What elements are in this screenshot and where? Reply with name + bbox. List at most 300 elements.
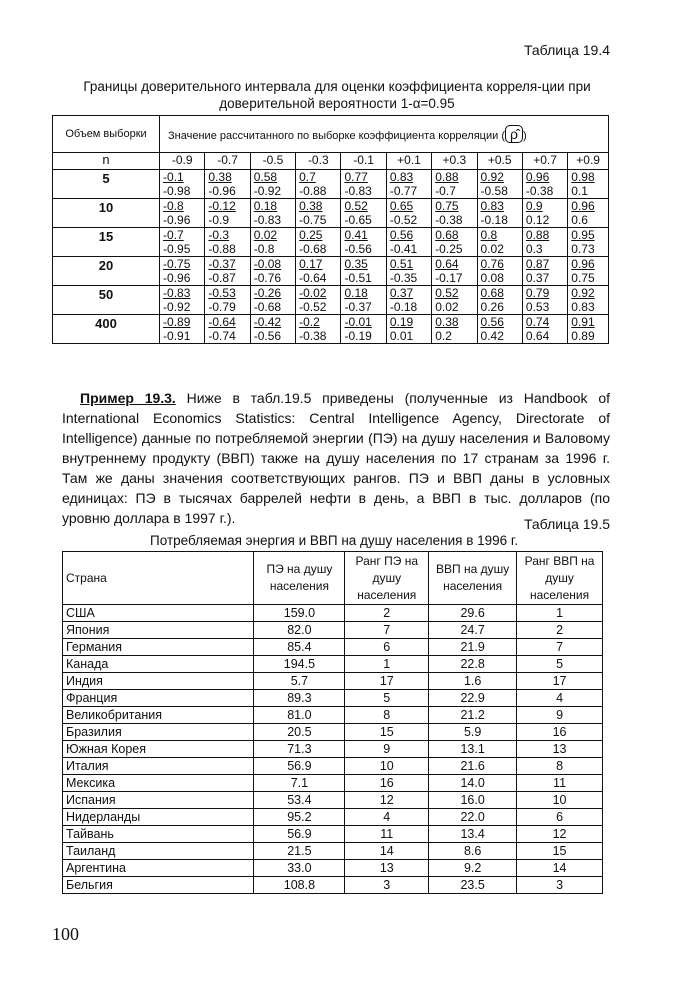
upper-bound: 0.25 [299,228,323,242]
upper-bound: 0.92 [571,286,595,300]
upper-bound: -0.53 [208,286,236,300]
interval-cell [568,199,609,228]
interval-cell [568,228,609,257]
lower-bound: -0.74 [208,329,236,343]
upper-bound: -0.08 [253,257,282,271]
example-text: Ниже в табл.19.5 приведены (полученные из Handbook of International Economics Statistics: Central Intelligence Agency, Directorate of Intelligence) данные по потребляемой энергии (ПЭ) на душу населения и Валовому внутреннему продукту (ВВП) также на душу населения по 17 странам за 1996 г. Там же даны значения соответствующих рангов. ПЭ и ВВП даны в условных единицах: ПЭ в тысячах баррелей нефти в день, а ВВП в тыс. долларов (по уровню доллара в 1997 г.). [62,390,610,526]
table-row [63,673,603,690]
country-cell: США [63,605,254,622]
upper-bound: 0.87 [525,257,550,271]
interval-cell [341,228,386,257]
lower-bound: 0.01 [389,329,414,343]
lower-bound: -0.77 [389,184,418,198]
gdp-cell: 22.0 [429,809,517,826]
interval-cell [341,199,386,228]
interval-cell [522,257,567,286]
example-paragraph [62,388,610,528]
lower-bound: 0.1 [571,184,588,198]
interval-cell [522,228,567,257]
pe-rank-cell: 3 [345,877,429,894]
country-cell: Нидерланды [63,809,254,826]
country-cell: Франция [63,690,254,707]
upper-bound: 0.35 [344,257,368,271]
interval-cell [477,286,522,315]
upper-bound: 0.76 [480,257,504,271]
country-cell: Бельгия [63,877,254,894]
interval-cell [296,315,341,344]
interval-cell [205,286,250,315]
interval-cell [160,170,205,199]
pe-cell: 194.5 [254,656,345,673]
upper-bound: 0.56 [389,228,414,242]
upper-bound: 0.18 [253,199,278,213]
upper-bound: -0.12 [208,199,236,213]
lower-bound: -0.64 [299,271,327,285]
upper-bound: 0.9 [525,199,543,213]
sample-size-cell: 15 [53,228,160,257]
gdp-cell: 9.2 [429,860,517,877]
table-row [63,792,603,809]
lower-bound: -0.92 [253,184,282,198]
lower-bound: -0.88 [208,242,236,256]
r-value-header: -0.7 [205,153,250,170]
lower-bound: -0.7 [435,184,456,198]
table-row [63,860,603,877]
sample-size-cell: 50 [53,286,160,315]
interval-cell [477,228,522,257]
upper-bound: -0.8 [163,199,184,213]
lower-bound: -0.95 [163,242,191,256]
lower-bound: -0.56 [253,329,282,343]
gdp-header: ВВП на душу населения [429,552,517,605]
interval-cell [386,170,431,199]
interval-cell [477,257,522,286]
energy-gdp-table [62,551,603,894]
gdp-rank-cell: 12 [517,826,603,843]
pe-rank-header: Ранг ПЭ на душу населения [345,552,429,605]
upper-bound: 0.8 [480,228,498,242]
r-value-header: -0.5 [250,153,295,170]
interval-cell [341,315,386,344]
lower-bound: 0.75 [571,271,595,285]
lower-bound: -0.87 [208,271,236,285]
interval-cell [477,199,522,228]
table-row [53,199,609,228]
table-row [63,809,603,826]
interval-cell [341,286,386,315]
table-row [63,639,603,656]
upper-bound: 0.77 [344,170,368,184]
lower-bound: 0.02 [480,242,504,256]
lower-bound: 0.02 [435,300,459,314]
interval-cell [250,286,295,315]
pe-rank-cell: 2 [345,605,429,622]
lower-bound: 0.6 [571,213,588,227]
sample-size-cell: 20 [53,257,160,286]
interval-cell [205,315,250,344]
upper-bound: 0.88 [435,170,459,184]
lower-bound: -0.83 [344,184,372,198]
interval-cell [205,228,250,257]
pe-cell: 20.5 [254,724,345,741]
table-row [63,877,603,894]
lower-bound: -0.83 [253,213,282,227]
r-value-header: +0.5 [477,153,522,170]
upper-bound: -0.02 [299,286,327,300]
country-cell: Таиланд [63,843,254,860]
interval-cell [296,228,341,257]
upper-bound: 0.19 [389,315,414,329]
gdp-rank-cell: 3 [517,877,603,894]
interval-cell [432,257,477,286]
lower-bound: -0.79 [208,300,236,314]
interval-cell [296,170,341,199]
pe-cell: 108.8 [254,877,345,894]
pe-rank-cell: 9 [345,741,429,758]
lower-bound: 0.73 [571,242,595,256]
interval-cell [386,315,431,344]
pe-cell: 53.4 [254,792,345,809]
lower-bound: 0.53 [525,300,550,314]
pe-cell: 5.7 [254,673,345,690]
interval-cell [568,315,609,344]
lower-bound: -0.65 [344,213,372,227]
upper-bound: 0.51 [389,257,414,271]
table-19-4-caption: Границы доверительного интервала для оценки коэффициента корреля-ции при доверительной вероятности 1-α=0.95 [83,79,591,111]
gdp-cell: 13.1 [429,741,517,758]
upper-bound: -0.1 [163,170,184,184]
gdp-cell: 22.9 [429,690,517,707]
country-cell: Канада [63,656,254,673]
upper-bound: 0.65 [389,199,414,213]
interval-cell [296,199,341,228]
upper-bound: 0.02 [253,228,278,242]
country-cell: Япония [63,622,254,639]
upper-bound: -0.2 [299,315,320,329]
pe-cell: 33.0 [254,860,345,877]
country-cell: Мексика [63,775,254,792]
gdp-rank-cell: 6 [517,809,603,826]
sample-size-header: Объем выборки [53,116,160,153]
pe-rank-cell: 11 [345,826,429,843]
table-row [53,170,609,199]
upper-bound: 0.17 [299,257,323,271]
table-row [53,228,609,257]
pe-cell: 159.0 [254,605,345,622]
interval-cell [205,257,250,286]
lower-bound: -0.51 [344,271,372,285]
lower-bound: -0.68 [299,242,327,256]
lower-bound: 0.89 [571,329,595,343]
pe-cell: 89.3 [254,690,345,707]
pe-cell: 81.0 [254,707,345,724]
lower-bound: -0.98 [163,184,191,198]
sample-size-cell: 400 [53,315,160,344]
pe-rank-cell: 10 [345,758,429,775]
interval-cell [250,257,295,286]
pe-cell: 56.9 [254,758,345,775]
interval-cell [160,257,205,286]
gdp-cell: 23.5 [429,877,517,894]
table-row [53,286,609,315]
gdp-rank-cell: 2 [517,622,603,639]
upper-bound: 0.92 [480,170,504,184]
upper-bound: 0.38 [435,315,459,329]
upper-bound: 0.75 [435,199,459,213]
upper-bound: 0.38 [208,170,232,184]
lower-bound: -0.41 [389,242,418,256]
lower-bound: -0.19 [344,329,372,343]
r-value-header: +0.3 [432,153,477,170]
lower-bound: -0.56 [344,242,372,256]
lower-bound: -0.37 [344,300,372,314]
gdp-rank-cell: 8 [517,758,603,775]
pe-cell: 85.4 [254,639,345,656]
interval-cell [250,199,295,228]
interval-cell [568,170,609,199]
table-row [63,690,603,707]
page-number: 100 [52,924,79,944]
upper-bound: 0.52 [344,199,368,213]
lower-bound: -0.92 [163,300,191,314]
pe-rank-cell: 7 [345,622,429,639]
interval-cell [568,286,609,315]
gdp-rank-cell: 7 [517,639,603,656]
gdp-rank-header: Ранг ВВП на душу населения [517,552,603,605]
interval-cell [432,315,477,344]
interval-cell [386,257,431,286]
lower-bound: -0.96 [208,184,236,198]
pe-rank-cell: 16 [345,775,429,792]
country-cell: Южная Корея [63,741,254,758]
gdp-rank-cell: 13 [517,741,603,758]
upper-bound: -0.7 [163,228,184,242]
interval-cell [386,286,431,315]
upper-bound: 0.41 [344,228,368,242]
lower-bound: 0.3 [525,242,543,256]
interval-cell [477,315,522,344]
interval-cell [160,199,205,228]
pe-cell: 71.3 [254,741,345,758]
lower-bound: -0.88 [299,184,327,198]
sample-size-cell: 5 [53,170,160,199]
interval-cell [477,170,522,199]
table-row [63,843,603,860]
interval-cell [386,199,431,228]
pe-header: ПЭ на душу населения [254,552,345,605]
upper-bound: 0.96 [571,199,595,213]
interval-cell [160,315,205,344]
upper-bound: 0.68 [480,286,504,300]
interval-cell [205,170,250,199]
gdp-rank-cell: 16 [517,724,603,741]
interval-cell [522,199,567,228]
interval-cell [432,199,477,228]
r-value-header: -0.3 [296,153,341,170]
lower-bound: -0.96 [163,271,191,285]
pe-rank-cell: 6 [345,639,429,656]
country-cell: Тайвань [63,826,254,843]
table-row [63,605,603,622]
interval-cell [568,257,609,286]
table-row [63,656,603,673]
upper-bound: 0.58 [253,170,278,184]
lower-bound: 0.64 [525,329,550,343]
interval-cell [160,228,205,257]
gdp-rank-cell: 17 [517,673,603,690]
upper-bound: 0.74 [525,315,550,329]
gdp-rank-cell: 5 [517,656,603,673]
interval-cell [432,170,477,199]
interval-cell [522,286,567,315]
sample-size-cell: 10 [53,199,160,228]
upper-bound: -0.37 [208,257,236,271]
gdp-cell: 21.9 [429,639,517,656]
confidence-interval-table [52,115,609,344]
interval-cell [296,257,341,286]
pe-rank-cell: 12 [345,792,429,809]
interval-cell [250,170,295,199]
lower-bound: -0.52 [389,213,418,227]
r-value-header: +0.7 [522,153,567,170]
pe-rank-cell: 15 [345,724,429,741]
pe-cell: 56.9 [254,826,345,843]
interval-cell [341,170,386,199]
gdp-rank-cell: 1 [517,605,603,622]
country-cell: Испания [63,792,254,809]
upper-bound: -0.83 [163,286,191,300]
lower-bound: 0.37 [525,271,550,285]
lower-bound: 0.08 [480,271,504,285]
interval-cell [432,286,477,315]
table-19-4-label: Таблица 19.4 [523,42,610,58]
interval-cell [296,286,341,315]
interval-cell [432,228,477,257]
interval-cell [522,170,567,199]
interval-cell [160,286,205,315]
n-label: n [53,153,160,170]
lower-bound: -0.25 [435,242,463,256]
upper-bound: 0.98 [571,170,595,184]
correlation-value-header-text: Значение рассчитанного по выборке коэффициента корреляции [168,130,499,142]
table-row [53,315,609,344]
upper-bound: 0.37 [389,286,414,300]
table-row [63,724,603,741]
gdp-cell: 21.6 [429,758,517,775]
lower-bound: -0.18 [480,213,508,227]
lower-bound: 0.2 [435,329,452,343]
upper-bound: 0.38 [299,199,323,213]
interval-cell [250,228,295,257]
interval-cell [522,315,567,344]
pe-rank-cell: 4 [345,809,429,826]
upper-bound: 0.88 [525,228,550,242]
gdp-rank-cell: 14 [517,860,603,877]
r-value-header: +0.9 [568,153,609,170]
r-value-header: -0.1 [341,153,386,170]
country-cell: Индия [63,673,254,690]
lower-bound: -0.76 [253,271,282,285]
lower-bound: -0.96 [163,213,191,227]
country-cell: Италия [63,758,254,775]
lower-bound: -0.38 [435,213,463,227]
country-header: Страна [63,552,254,605]
lower-bound: -0.18 [389,300,418,314]
pe-rank-cell: 5 [345,690,429,707]
gdp-cell: 16.0 [429,792,517,809]
upper-bound: -0.75 [163,257,191,271]
gdp-cell: 22.8 [429,656,517,673]
country-cell: Германия [63,639,254,656]
lower-bound: -0.35 [389,271,418,285]
lower-bound: -0.17 [435,271,463,285]
upper-bound: -0.42 [253,315,282,329]
lower-bound: 0.83 [571,300,595,314]
upper-bound: -0.64 [208,315,236,329]
gdp-cell: 13.4 [429,826,517,843]
interval-cell [386,228,431,257]
table-row [53,257,609,286]
gdp-rank-cell: 11 [517,775,603,792]
country-cell: Бразилия [63,724,254,741]
lower-bound: -0.38 [525,184,554,198]
gdp-cell: 5.9 [429,724,517,741]
lower-bound: 0.12 [525,213,550,227]
pe-rank-cell: 8 [345,707,429,724]
gdp-cell: 24.7 [429,622,517,639]
gdp-cell: 29.6 [429,605,517,622]
lower-bound: 0.26 [480,300,504,314]
upper-bound: 0.95 [571,228,595,242]
pe-cell: 82.0 [254,622,345,639]
lower-bound: -0.38 [299,329,327,343]
pe-cell: 21.5 [254,843,345,860]
table-row [63,707,603,724]
upper-bound: 0.7 [299,170,316,184]
interval-cell [341,257,386,286]
interval-cell [250,315,295,344]
gdp-rank-cell: 15 [517,843,603,860]
lower-bound: 0.42 [480,329,504,343]
country-cell: Аргентина [63,860,254,877]
gdp-rank-cell: 4 [517,690,603,707]
pe-rank-cell: 1 [345,656,429,673]
table-row [63,622,603,639]
upper-bound: 0.96 [525,170,550,184]
upper-bound: 0.52 [435,286,459,300]
country-cell: Великобритания [63,707,254,724]
interval-cell [205,199,250,228]
pe-rank-cell: 14 [345,843,429,860]
lower-bound: -0.8 [253,242,275,256]
upper-bound: -0.89 [163,315,191,329]
upper-bound: -0.26 [253,286,282,300]
upper-bound: 0.68 [435,228,459,242]
lower-bound: -0.52 [299,300,327,314]
upper-bound: -0.3 [208,228,230,242]
table-row [63,741,603,758]
table-row [63,826,603,843]
correlation-value-header: Значение рассчитанного по выборке коэффициента корреляции ( ρ̂ ) [160,116,609,153]
pe-cell: 95.2 [254,809,345,826]
gdp-cell: 14.0 [429,775,517,792]
lower-bound: -0.58 [480,184,508,198]
gdp-rank-cell: 10 [517,792,603,809]
rho-hat-symbol: ρ̂ [505,125,523,143]
table-row [63,758,603,775]
example-title: Пример 19.3. [80,390,176,406]
table-row [63,775,603,792]
